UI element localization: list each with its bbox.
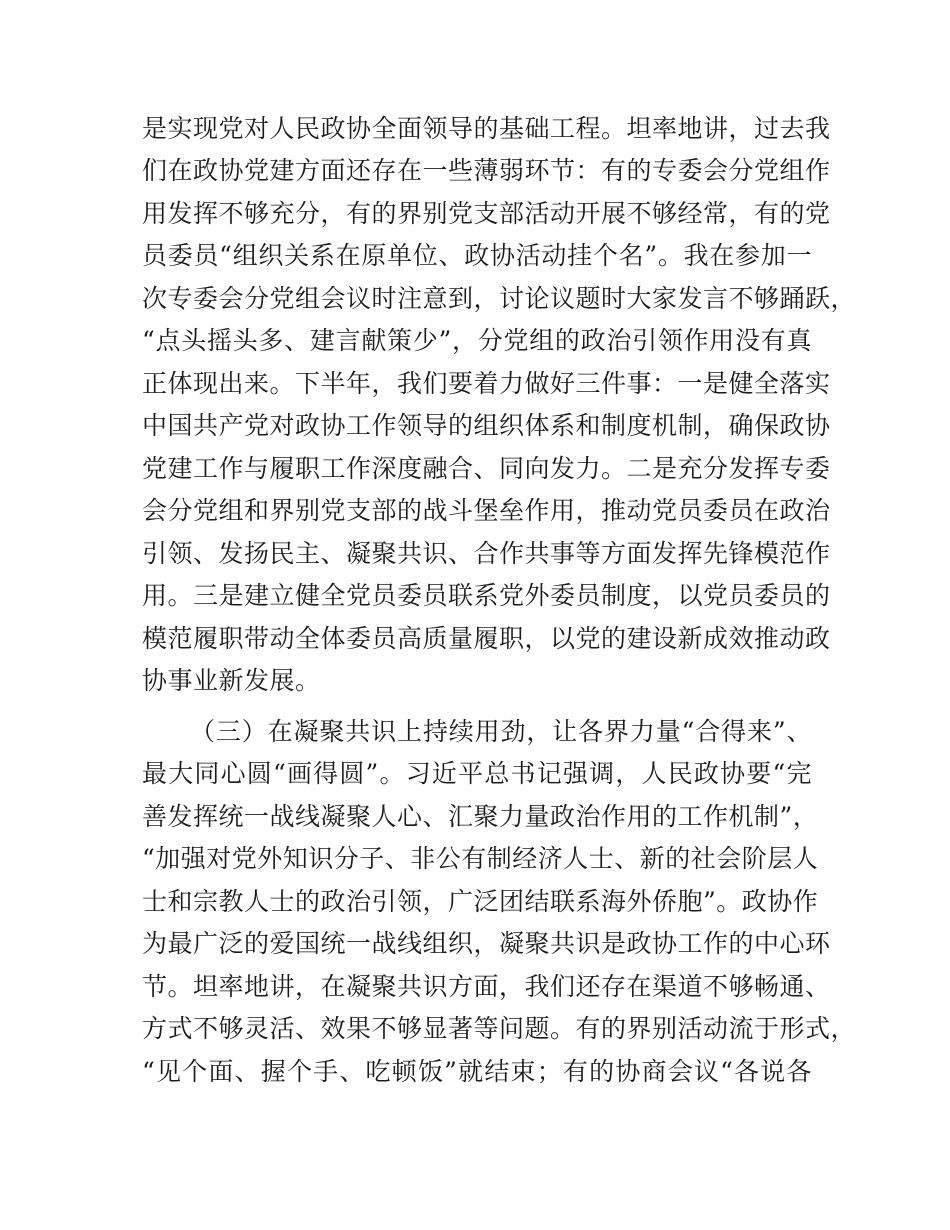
text-line: 们在政协党建方面还存在一些薄弱环节：有的专委会分党组作	[142, 156, 831, 185]
text-line: 正体现出来。下半年，我们要着力做好三件事：一是健全落实	[142, 369, 831, 398]
text-line: 节。坦率地讲，在凝聚共识方面，我们还存在渠道不够畅通、	[142, 972, 831, 1001]
text-line: 会分党组和界别党支部的战斗堡垒作用，推动党员委员在政治	[142, 496, 831, 525]
text-line: 用。三是建立健全党员委员联系党外委员制度，以党员委员的	[142, 581, 831, 610]
text-line: 引领、发扬民主、凝聚共识、合作共事等方面发挥先锋模范作	[142, 539, 831, 568]
text-line: 次专委会分党组会议时注意到，讨论议题时大家发言不够踊跃，	[142, 284, 857, 313]
text-line: “加强对党外知识分子、非公有制经济人士、新的社会阶层人	[142, 844, 819, 873]
text-line: 为最广泛的爱国统一战线组织，凝聚共识是政协工作的中心环	[142, 929, 831, 958]
text-line: 中国共产党对政协工作领导的组织体系和制度机制，确保政协	[142, 411, 831, 440]
text-line: 员委员“组织关系在原单位、政协活动挂个名”。我在参加一	[142, 241, 812, 270]
text-line: 是实现党对人民政协全面领导的基础工程。坦率地讲，过去我	[142, 114, 831, 143]
text-line: 用发挥不够充分，有的界别党支部活动开展不够经常，有的党	[142, 199, 831, 228]
text-line: 模范履职带动全体委员高质量履职，以党的建设新成效推动政	[142, 624, 831, 653]
text-line: “点头摇头多、建言献策少”，分党组的政治引领作用没有真	[142, 326, 812, 355]
text-line: 协事业新发展。	[142, 666, 321, 695]
text-line: 方式不够灵活、效果不够显著等问题。有的界别活动流于形式，	[142, 1014, 857, 1043]
text-line: 士和宗教人士的政治引领，广泛团结联系海外侨胞”。政协作	[142, 887, 819, 916]
text-line: 党建工作与履职工作深度融合、同向发力。二是充分发挥专委	[142, 454, 831, 483]
section-heading-line: （三）在凝聚共识上持续用劲，让各界力量“合得来”、	[190, 717, 812, 746]
text-line: “见个面、握个手、吃顿饭”就结束；有的协商会议“各说各	[142, 1057, 812, 1086]
text-line: 最大同心圆“画得圆”。习近平总书记强调，人民政协要“完	[142, 759, 812, 788]
text-line: 善发挥统一战线凝聚人心、汇聚力量政治作用的工作机制”，	[142, 802, 819, 831]
